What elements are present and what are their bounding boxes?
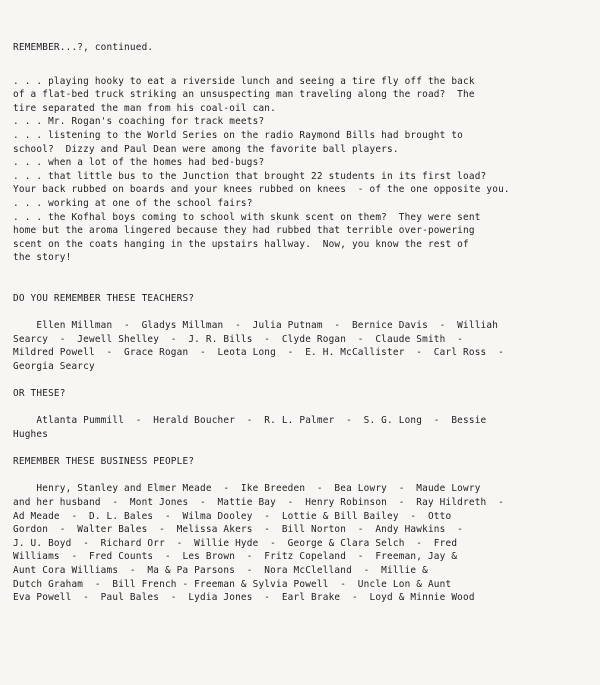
- others-heading: OR THESE?: [13, 388, 66, 400]
- memory-line: . . . that little bus to the Junction that brought 22 students in its first load?: [13, 170, 487, 182]
- teachers-line: Searcy - Jewell Shelley - J. R. Bills - Clyde Rogan - Claude Smith -: [13, 333, 464, 345]
- memory-line: . . . playing hooky to eat a riverside lunch and seeing a tire fly off the back: [13, 75, 475, 87]
- memory-line: school? Dizzy and Paul Dean were among the favorite ball players.: [13, 143, 399, 155]
- business-line: Eva Powell - Paul Bales - Lydia Jones - Earl Brake - Loyd & Minnie Wood: [13, 592, 475, 604]
- business-heading: REMEMBER THESE BUSINESS PEOPLE?: [13, 456, 195, 468]
- business-line: J. U. Boyd - Richard Orr - Willie Hyde - George & Clara Selch - Fred: [13, 537, 458, 549]
- others-line: Atlanta Pummill - Herald Boucher - R. L. Palmer - S. G. Long - Bessie: [13, 415, 487, 427]
- spacer: [13, 306, 580, 320]
- memory-line: Your back rubbed on boards and your knees rubbed on knees - of the one opposite you.: [13, 184, 510, 196]
- spacer: [13, 279, 580, 293]
- teachers-list: [13, 319, 580, 373]
- memories-block: [13, 75, 580, 265]
- teachers-line: Georgia Searcy: [13, 361, 95, 373]
- spacer: [13, 265, 580, 279]
- memory-line: . . . listening to the World Series on the radio Raymond Bills had brought to: [13, 129, 464, 141]
- others-line: Hughes: [13, 429, 49, 441]
- others-list: [13, 414, 580, 441]
- business-line: Williams - Fred Counts - Les Brown - Fritz Copeland - Freeman, Jay &: [13, 551, 458, 563]
- memory-line: scent on the coats hanging in the upstairs hallway. Now, you know the rest of: [13, 238, 469, 250]
- memory-line: home but the aroma lingered because they had rubbed that terrible over-powering: [13, 225, 475, 237]
- memory-line: . . . when a lot of the homes had bed-bugs?: [13, 157, 265, 169]
- business-line: and her husband - Mont Jones - Mattie Bay - Henry Robinson - Ray Hildreth -: [13, 497, 504, 508]
- memory-line: . . . working at one of the school fairs?: [13, 197, 253, 209]
- business-line: Aunt Cora Williams - Ma & Pa Parsons - Nora McClelland - Millie &: [13, 564, 428, 576]
- spacer: [13, 374, 580, 388]
- teachers-line: Mildred Powell - Grace Rogan - Leota Long - E. H. McCallister - Carl Ross -: [13, 347, 504, 359]
- teachers-line: Ellen Millman - Gladys Millman - Julia Putnam - Bernice Davis - Williah: [13, 320, 499, 332]
- page-heading: REMEMBER...?, continued.: [13, 42, 154, 53]
- business-line: Ad Meade - D. L. Bales - Wilma Dooley - Lottie & Bill Bailey - Otto: [13, 510, 452, 522]
- business-line: Dutch Graham - Bill French - Freeman & Sylvia Powell - Uncle Lon & Aunt: [13, 578, 452, 590]
- business-line: Gordon - Walter Bales - Melissa Akers - Bill Norton - Andy Hawkins -: [13, 524, 464, 536]
- memory-line: . . . Mr. Rogan's coaching for track meets?: [13, 116, 265, 128]
- spacer: [13, 401, 580, 415]
- business-list: [13, 482, 580, 604]
- memory-line: the story!: [13, 252, 72, 264]
- spacer: [13, 469, 580, 483]
- memory-line: tire separated the man from his coal-oil can.: [13, 102, 276, 114]
- memory-line: of a flat-bed truck striking an unsuspecting man traveling along the road? The: [13, 89, 475, 101]
- spacer: [13, 442, 580, 456]
- memory-line: . . . the Kofhal boys coming to school with skunk scent on them? They were sent: [13, 211, 481, 223]
- business-line: Henry, Stanley and Elmer Meade - Ike Breeden - Bea Lowry - Maude Lowry: [13, 483, 481, 495]
- spacer: [13, 55, 580, 75]
- teachers-heading: DO YOU REMEMBER THESE TEACHERS?: [13, 293, 195, 305]
